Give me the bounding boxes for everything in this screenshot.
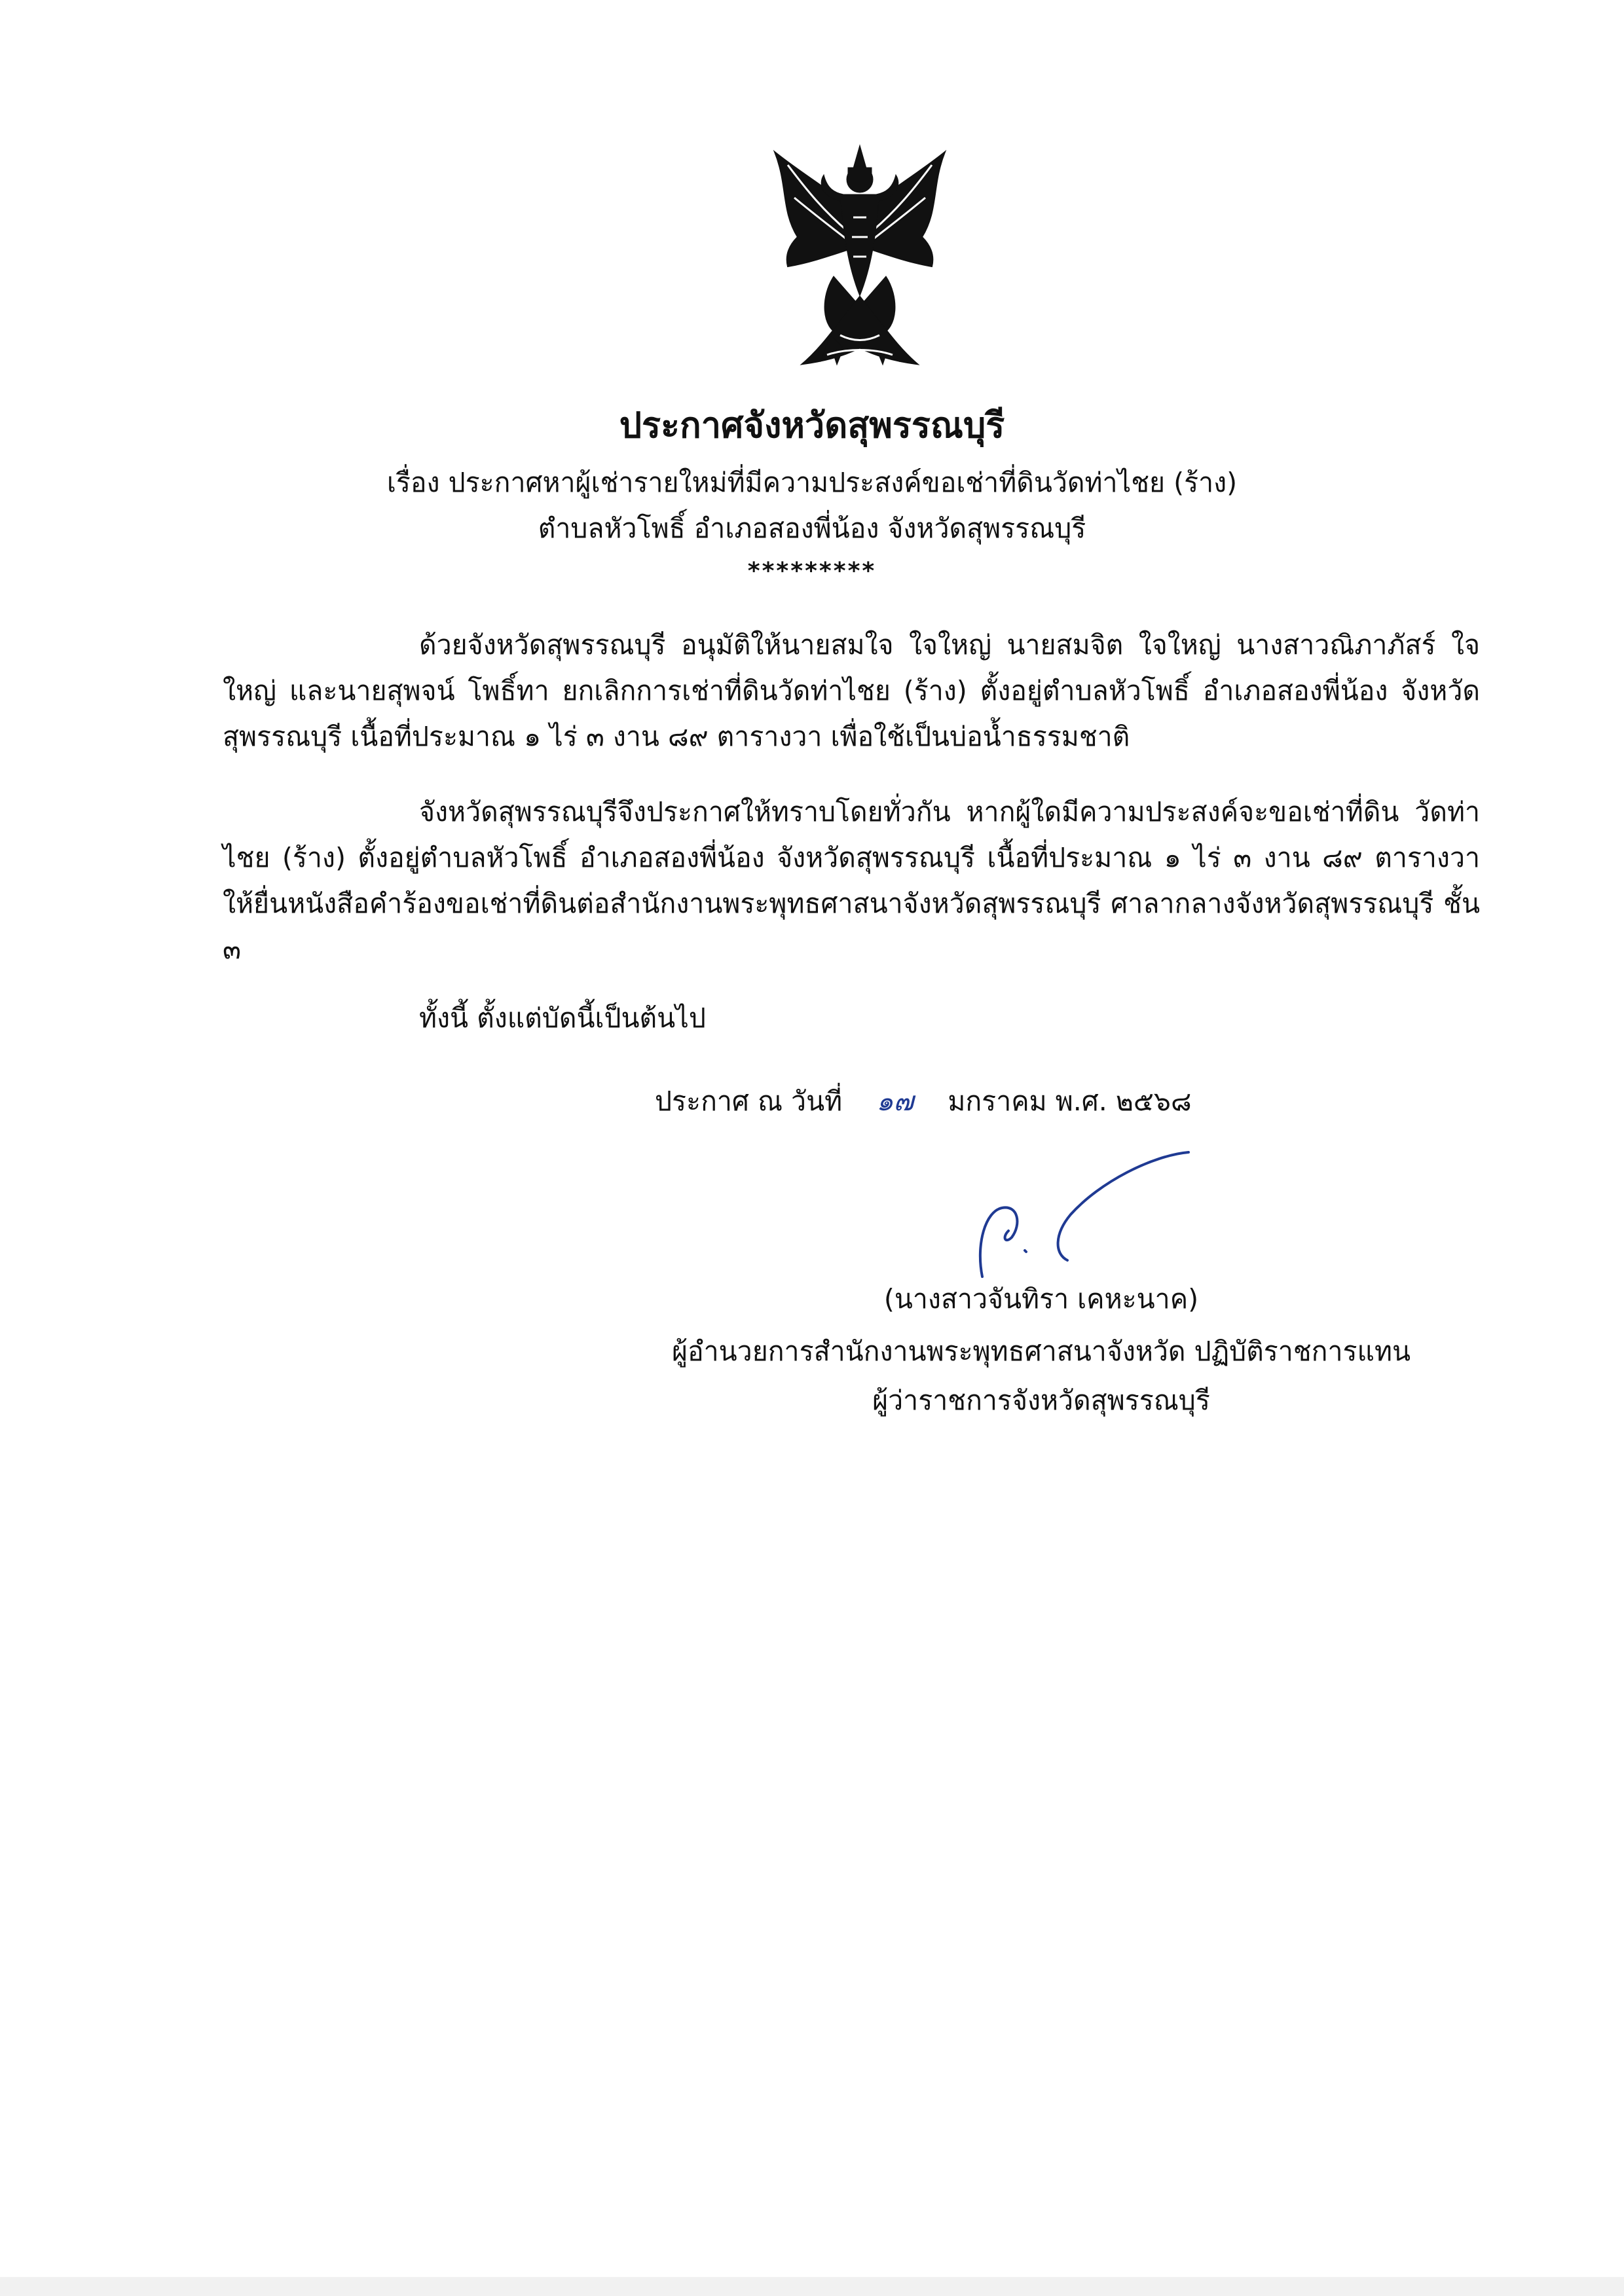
- subject-line-2: ตำบลหัวโพธิ์ อำเภอสองพี่น้อง จังหวัดสุพรรณบุรี: [538, 513, 1086, 544]
- announce-date-month-year: มกราคม พ.ศ. ๒๕๖๘: [948, 1085, 1192, 1117]
- signer-position: ผู้อำนวยการสำนักงานพระพุทธศาสนาจังหวัด ปฏิบัติราชการแทน: [671, 1336, 1411, 1367]
- paragraph-3: ทั้งนี้ ตั้งแต่บัดนี้เป็นต้นไป: [419, 1002, 706, 1034]
- paragraph-1: ด้วยจังหวัดสุพรรณบุรี อนุมัติให้นายสมใจ ใจใหญ่ นายสมจิต ใจใหญ่ นางสาวณิภาภัสร์ ใจใหญ่ และนายสุพจน์ โพธิ์ทา ยกเลิกการเช่าที่ดินวัดท่าไชย (ร้าง) ตั้งอยู่ตำบลหัวโพธิ์ อำเภอสองพี่น้อง จังหวัดสุพรรณบุรี เนื้อที่ประมาณ ๑ ไร่ ๓ งาน ๘๙ ตารางวา เพื่อใช้เป็นบ่อน้ำธรรมชาติ: [223, 629, 1480, 752]
- garuda-emblem: [762, 139, 958, 381]
- announce-date-day: ๑๗: [876, 1085, 914, 1117]
- separator: *********: [747, 558, 877, 585]
- subject-line-1: เรื่อง ประกาศหาผู้เช่ารายใหม่ที่มีความประสงค์ขอเช่าที่ดินวัดท่าไชย (ร้าง): [386, 467, 1238, 498]
- announce-date-prefix: ประกาศ ณ วันที่: [655, 1085, 843, 1117]
- announce-date: [655, 1080, 1192, 1122]
- signer-on-behalf: ผู้ว่าราชการจังหวัดสุพรรณบุรี: [872, 1385, 1210, 1416]
- scan-edge: [0, 2277, 1624, 2296]
- document-title: ประกาศจังหวัดสุพรรณบุรี: [619, 405, 1005, 446]
- paragraph-2: จังหวัดสุพรรณบุรีจึงประกาศให้ทราบโดยทั่วกัน หากผู้ใดมีความประสงค์จะขอเช่าที่ดิน วัดท่าไชย (ร้าง) ตั้งอยู่ตำบลหัวโพธิ์ อำเภอสองพี่น้อง จังหวัดสุพรรณบุรี เนื้อที่ประมาณ ๑ ไร่ ๓ งาน ๘๙ ตารางวา ให้ยื่นหนังสือคำร้องขอเช่าที่ดินต่อสำนักงานพระพุทธศาสนาจังหวัดสุพรรณบุรี ศาลากลางจังหวัดสุพรรณบุรี ชั้น ๓: [223, 796, 1480, 965]
- handwritten-signature: [956, 1146, 1192, 1283]
- signer-name: (นางสาวจันทิรา เคหะนาค): [883, 1283, 1199, 1315]
